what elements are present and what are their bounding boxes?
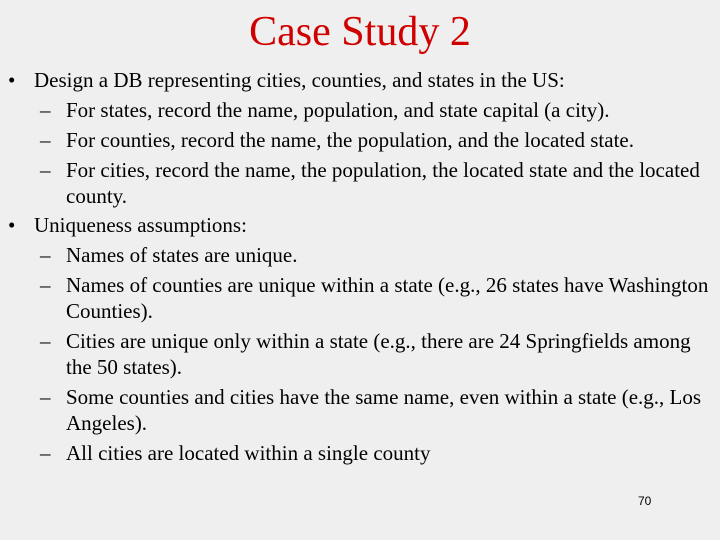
sub-bullet-text: For counties, record the name, the population, and the located state. [66,128,634,152]
dash-icon: – [40,329,51,353]
sub-bullet-counties [8,127,718,153]
sub-bullet-states [8,97,718,123]
sub-bullet-city-names [8,328,718,380]
bullet-dot-icon: • [8,68,16,92]
dash-icon: – [40,128,51,152]
sub-bullet-single-county [8,440,718,466]
bullet-uniqueness [8,212,718,238]
dash-icon: – [40,98,51,122]
sub-bullet-text: Names of states are unique. [66,243,298,267]
bullet-dot-icon: • [8,213,16,237]
sub-bullet-cities [8,157,718,209]
sub-bullet-state-names [8,242,718,268]
sub-bullet-text: For states, record the name, population, and state capital (a city). [66,98,610,122]
sub-bullet-text: Some counties and cities have the same name, even within a state (e.g., Los Angeles). [66,385,702,435]
slide-title: Case Study 2 [249,9,471,55]
sub-bullet-text: Names of counties are unique within a state (e.g., 26 states have Washington Counties). [66,273,709,323]
bullet-text: Design a DB representing cities, counties, and states in the US: [34,68,565,92]
sub-bullet-text: Cities are unique only within a state (e.g., there are 24 Springfields among the 50 states). [66,329,691,379]
page-number: 70 [638,494,652,508]
sub-bullet-same-names [8,384,718,436]
sub-bullet-text: For cities, record the name, the population, the located state and the located county. [66,158,700,208]
dash-icon: – [40,273,51,297]
sub-bullet-text: All cities are located within a single county [66,441,431,465]
bullet-text: Uniqueness assumptions: [34,213,247,237]
dash-icon: – [40,243,51,267]
bullet-design-db [8,67,718,93]
sub-bullet-county-names [8,272,718,324]
dash-icon: – [40,385,51,409]
dash-icon: – [40,158,51,182]
dash-icon: – [40,441,51,465]
slide-body [8,67,718,466]
